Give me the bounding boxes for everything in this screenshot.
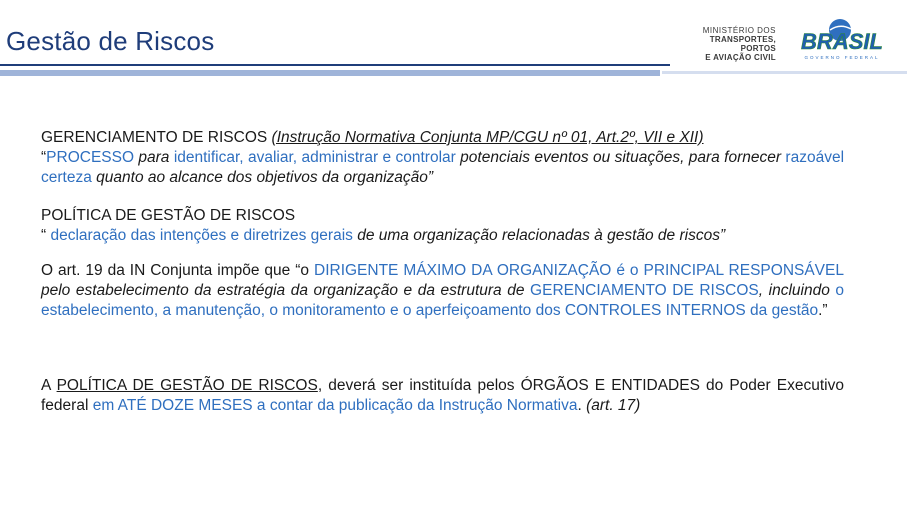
page-title: Gestão de Riscos <box>6 26 215 56</box>
section-art19: O art. 19 da IN Conjunta impõe que “o DIRIGENTE MÁXIMO DA ORGANIZAÇÃO é o PRINCIPAL RESPONSÁVEL pelo estabelecimento da estratégia da organização e da estrutura de GERENCIAMENTO DE RISCOS, incluindo o estabelecimento, a manutenção, o monitoramento e o aperfeiçoamento dos CONTROLES INTERNOS da gestão.” <box>41 262 845 319</box>
document-body <box>41 128 844 416</box>
header-accent-bar-light <box>662 71 907 74</box>
header-accent-bar <box>0 70 660 76</box>
brasil-government-logo <box>790 10 894 62</box>
ministry-logo-text: MINISTÉRIO DOS TRANSPORTES, PORTOS E AVIAÇÃO CIVIL <box>702 26 776 62</box>
section-gerenciamento: GERENCIAMENTO DE RISCOS (Instrução Normativa Conjunta MP/CGU nº 01, Art.2º, VII e XII) “PROCESSO para identificar, avaliar, administrar e controlar potenciais eventos ou situações, para fornecer razoável certeza quanto ao alcance dos objetivos da organização” <box>41 129 845 186</box>
header-rule <box>0 64 670 66</box>
normative-reference: (Instrução Normativa Conjunta MP/CGU nº 01, Art.2º, VII e XII) <box>271 129 704 146</box>
brasil-logo-subtext: GOVERNO FEDERAL <box>804 55 880 60</box>
section-politica: POLÍTICA DE GESTÃO DE RISCOS “ declaração das intenções e diretrizes gerais de uma organização relacionadas à gestão de riscos” <box>41 207 726 244</box>
brasil-logo-word: BRASIL <box>801 29 883 54</box>
section-heading: GERENCIAMENTO DE RISCOS <box>41 129 268 146</box>
section-heading: POLÍTICA DE GESTÃO DE RISCOS <box>41 207 296 224</box>
section-prazo: A POLÍTICA DE GESTÃO DE RISCOS, deverá ser instituída pelos ÓRGÃOS E ENTIDADES do Poder Executivo federal em ATÉ DOZE MESES a contar da publicação da Instrução Normativa. (art. 17) <box>41 377 844 414</box>
